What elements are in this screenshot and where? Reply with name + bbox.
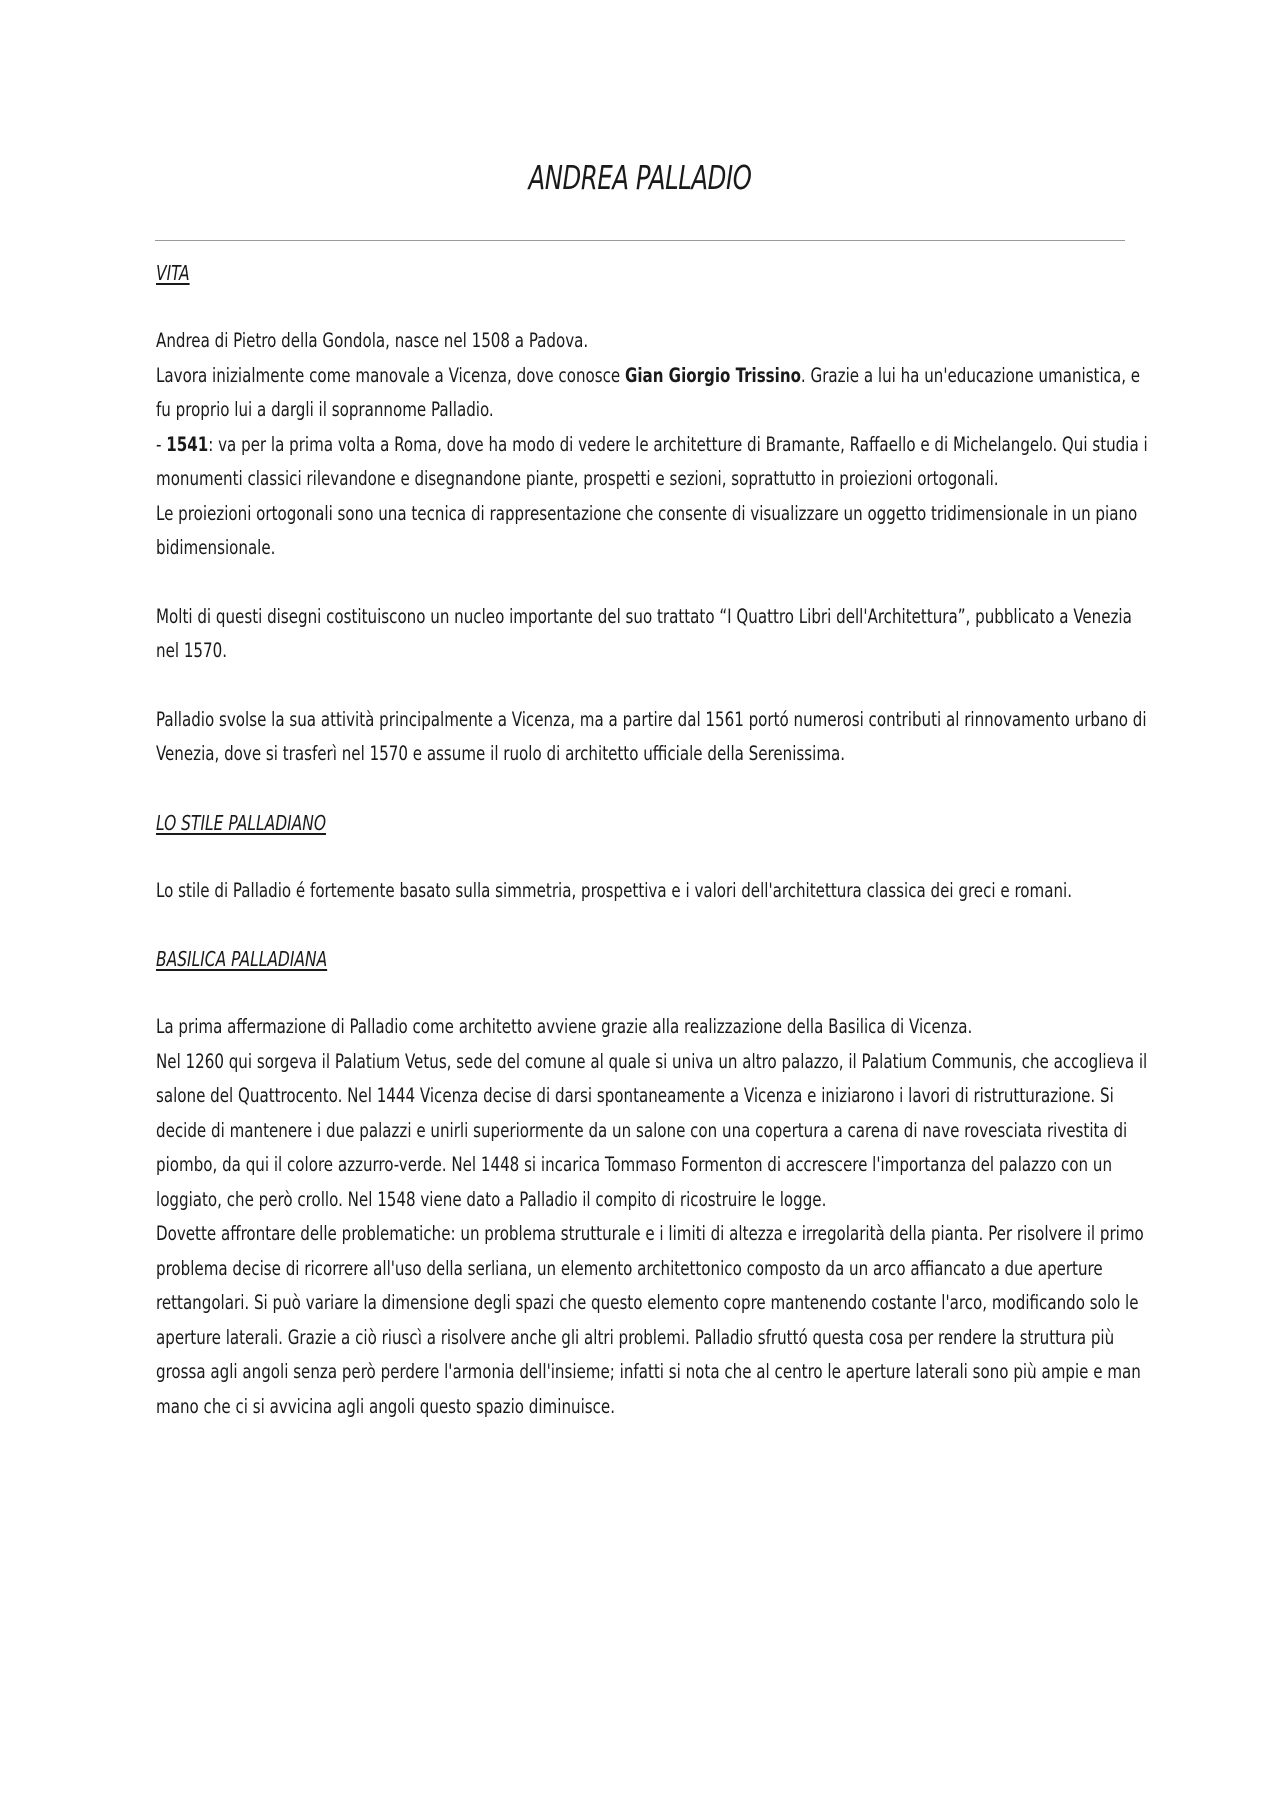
page-title: ANDREA PALLADIO bbox=[528, 158, 752, 197]
paragraph: Lavora inizialmente come manovale a Vicenza, dove conosce Gian Giorgio Trissino. Grazie a lui ha un'educazione umanistica, e fu proprio lui a dargli il soprannome Palladio. bbox=[156, 363, 1141, 421]
section-heading: LO STILE PALLADIANO bbox=[156, 810, 327, 835]
section-stile-palladiano bbox=[156, 806, 1158, 943]
paragraph: La prima affermazione di Palladio come architetto avviene grazie alla realizzazione della Basilica di Vicenza. bbox=[156, 1015, 973, 1038]
paragraph: - 1541: va per la prima volta a Roma, dove ha modo di vedere le architetture di Bramante, Raffaello e di Michelangelo. Qui studia i monumenti classici rilevandone e disegnandone piante, prospetti e sezioni, soprattutto in proiezioni ortogonali. bbox=[156, 432, 1148, 490]
title-divider bbox=[155, 240, 1125, 241]
section-heading: BASILICA PALLADIANA bbox=[156, 947, 328, 971]
paragraph: Molti di questi disegni costituiscono un nucleo importante del suo trattato “I Quattro Libri dell'Architettura”, pubblicato a Venezia nel 1570. bbox=[156, 604, 1132, 662]
paragraph: Palladio svolse la sua attività principalmente a Vicenza, ma a partire dal 1561 portó numerosi contributi al rinnovamento urbano di Venezia, dove si trasferì nel 1570 e assume il ruolo di architetto ufficiale della Serenissima. bbox=[156, 707, 1147, 765]
document-body bbox=[156, 256, 1156, 1424]
paragraph: Andrea di Pietro della Gondola, nasce nel 1508 a Padova. bbox=[156, 329, 589, 352]
paragraph: Dovette affrontare delle problematiche: un problema strutturale e i limiti di altezza e irregolarità della pianta. Per risolvere il primo problema decise di ricorrere all'uso della serliana, un elemento architettonico composto da un arco affiancato a due aperture rettangolari. Si può variare la dimensione degli spazi che questo elemento copre mantenendo costante l'arco, modificando solo le aperture laterali. Grazie a ciò riuscì a risolvere anche gli altri problemi. Palladio sfruttó questa cosa per rendere la struttura più grossa agli angoli senza però perdere l'armonia dell'insieme; infatti si nota che al centro le aperture laterali sono più ampie e man mano che ci si avvicina agli angoli questo spazio diminuisce. bbox=[156, 1222, 1144, 1418]
paragraph: Lo stile di Palladio é fortemente basato sulla simmetria, prospettiva e i valori dell'architettura classica dei greci e romani. bbox=[156, 878, 1072, 902]
paragraph: Le proiezioni ortogonali sono una tecnica di rappresentazione che consente di visualizzare un oggetto tridimensionale in un piano bidimensionale. bbox=[156, 501, 1138, 559]
paragraph: Nel 1260 qui sorgeva il Palatium Vetus, sede del comune al quale si univa un altro palazzo, il Palatium Communis, che accoglieva il salone del Quattrocento. Nel 1444 Vicenza decise di darsi spontaneamente a Vicenza e iniziarono i lavori di ristrutturazione. Si decide di mantenere i due palazzi e unirli superiormente da un salone con una copertura a carena di nave rovesciata rivestita di piombo, da qui il colore azzurro-verde. Nel 1448 si incarica Tommaso Formenton di accrescere l'importanza del palazzo con un loggiato, che però crollo. Nel 1548 viene dato a Palladio il compito di ricostruire le logge. bbox=[156, 1049, 1148, 1211]
section-basilica-palladiana bbox=[156, 942, 1158, 1424]
section-heading: VITA bbox=[156, 261, 190, 285]
section-vita bbox=[156, 256, 1158, 806]
